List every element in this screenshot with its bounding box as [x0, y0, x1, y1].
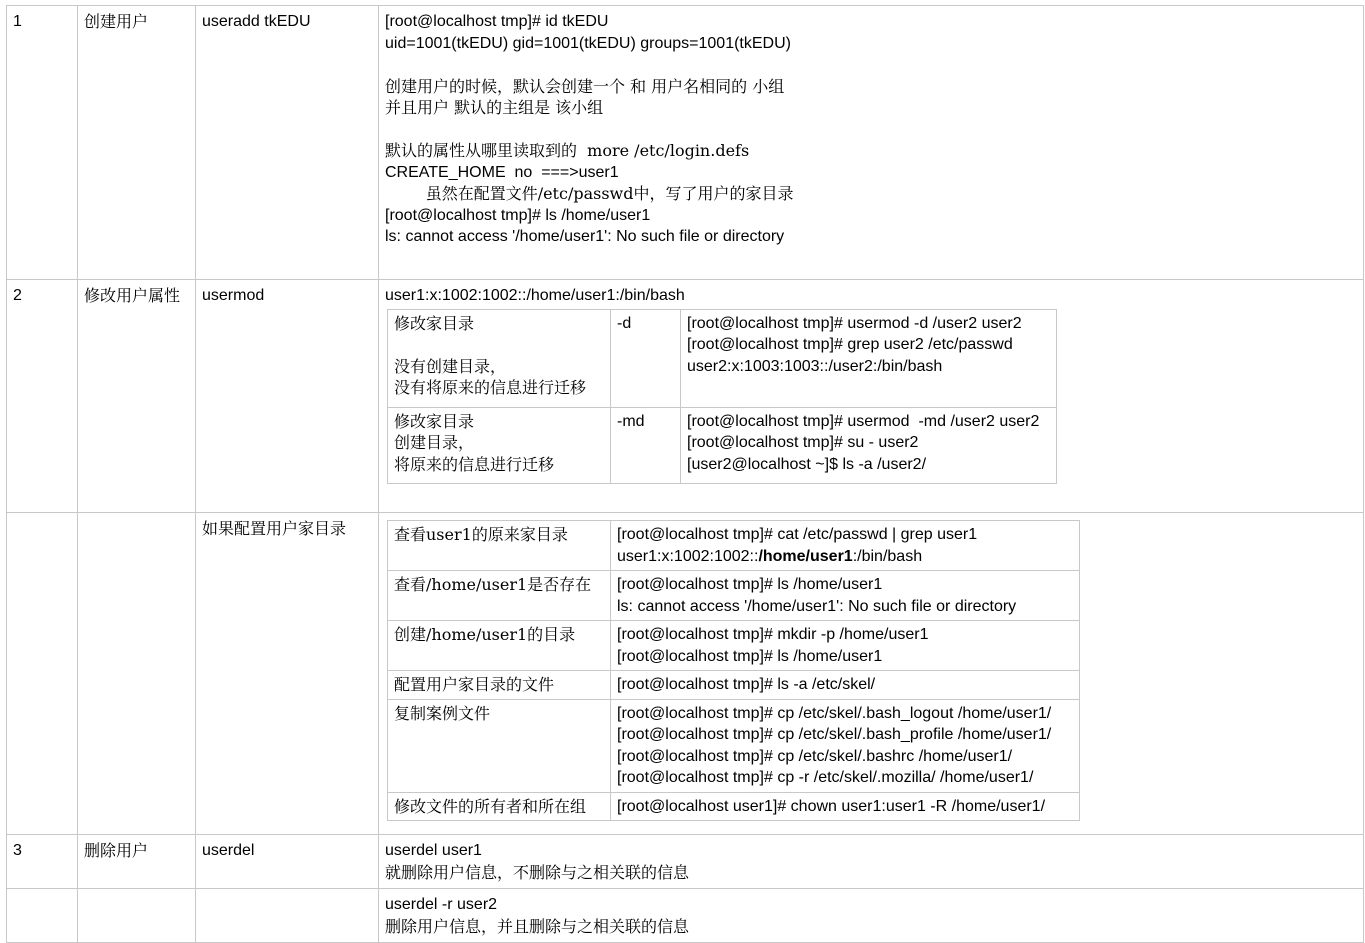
usermod-options-table: [387, 309, 1057, 484]
option-description: 修改家目录 没有创建目录， 没有将原来的信息进行迁移: [388, 309, 611, 407]
content-line: 创建用户的时候，默认会创建一个 和 用户名相同的 小组: [385, 76, 785, 96]
step-commands: [root@localhost tmp]# ls -a /etc/skel/: [611, 671, 1080, 700]
row-title: 修改用户属性: [78, 280, 196, 513]
content-line: 删除用户信息，并且删除与之相关联的信息: [385, 916, 690, 936]
step-commands: [root@localhost tmp]# mkdir -p /home/user1 [root@localhost tmp]# ls /home/user1: [611, 621, 1080, 671]
option-commands: [root@localhost tmp]# usermod -d /user2 user2 [root@localhost tmp]# grep user2 /etc/passwd user2:x:1003:1003::/user2:/bin/bash: [681, 309, 1057, 407]
table-row: [7, 513, 1364, 835]
table-row: [388, 407, 1057, 483]
row-number: [7, 889, 78, 943]
step-label: 配置用户家目录的文件: [388, 671, 611, 700]
option-flag: -d: [611, 309, 681, 407]
table-row: [388, 521, 1080, 571]
table-row: [388, 699, 1080, 792]
content-line: userdel -r user2: [385, 896, 498, 913]
row-command: useradd tkEDU: [196, 6, 379, 280]
table-row: [7, 889, 1364, 943]
option-flag: -md: [611, 407, 681, 483]
content-line: 并且用户 默认的主组是 该小组: [385, 98, 604, 117]
step-label: 查看user1的原来家目录: [388, 521, 611, 571]
content-line: ls: cannot access '/home/user1': No such file or directory: [385, 228, 785, 245]
table-row: [7, 6, 1364, 280]
step-label: 查看/home/user1是否存在: [388, 571, 611, 621]
row-title: 创建用户: [78, 6, 196, 280]
option-description: 修改家目录 创建目录， 将原来的信息进行迁移: [388, 407, 611, 483]
content-line: CREATE_HOME no ===>user1: [385, 163, 619, 181]
row-number: [7, 513, 78, 835]
row-content: [379, 889, 1364, 943]
row-content: [379, 280, 1364, 513]
notes-table: [6, 5, 1364, 943]
row-title: [78, 889, 196, 943]
content-line: 就删除用户信息，不删除与之相关联的信息: [385, 862, 690, 882]
row-title: [78, 513, 196, 835]
row-command: 如果配置用户家目录: [196, 513, 379, 835]
row-content: [379, 513, 1364, 835]
row-command: usermod: [196, 280, 379, 513]
content-line: 虽然在配置文件/etc/passwd中，写了用户的家目录: [385, 184, 794, 203]
content-line: [root@localhost tmp]# id tkEDU: [385, 13, 609, 30]
content-line: [root@localhost tmp]# ls /home/user1: [385, 206, 651, 224]
step-label: 复制案例文件: [388, 699, 611, 792]
step-commands: [root@localhost user1]# chown user1:user1 -R /home/user1/: [611, 792, 1080, 821]
step-commands: [root@localhost tmp]# cp /etc/skel/.bash_logout /home/user1/ [root@localhost tmp]# cp /etc/skel/.bash_profile /home/user1/ [root@localhost tmp]# cp /etc/skel/.bashrc /home/user1/ [root@localhost tmp]# cp -r /etc/skel/.mozilla/ /home/user1/: [611, 699, 1080, 792]
row-command: [196, 889, 379, 943]
table-row: [388, 671, 1080, 700]
step-label: 创建/home/user1的目录: [388, 621, 611, 671]
table-row: [388, 792, 1080, 821]
row-title: 删除用户: [78, 835, 196, 889]
step-commands: [root@localhost tmp]# ls /home/user1 ls: cannot access '/home/user1': No such file or directory: [611, 571, 1080, 621]
content-line: userdel user1: [385, 842, 482, 859]
row-command: userdel: [196, 835, 379, 889]
row-content: [379, 835, 1364, 889]
content-line: user1:x:1002:1002::/home/user1:/bin/bash: [385, 287, 685, 304]
home-dir-steps-table: [387, 520, 1080, 821]
row-number: 2: [7, 280, 78, 513]
content-line: uid=1001(tkEDU) gid=1001(tkEDU) groups=1001(tkEDU): [385, 34, 791, 52]
table-row: [388, 309, 1057, 407]
step-commands: [root@localhost tmp]# cat /etc/passwd | grep user1 user1:x:1002:1002::/home/user1:/bin/bash: [611, 521, 1080, 571]
option-commands: [root@localhost tmp]# usermod -md /user2 user2 [root@localhost tmp]# su - user2 [user2@localhost ~]$ ls -a /user2/: [681, 407, 1057, 483]
row-number: 1: [7, 6, 78, 280]
row-number: 3: [7, 835, 78, 889]
step-label: 修改文件的所有者和所在组: [388, 792, 611, 821]
table-row: [7, 835, 1364, 889]
row-content: [379, 6, 1364, 280]
table-row: [7, 280, 1364, 513]
table-row: [388, 621, 1080, 671]
table-row: [388, 571, 1080, 621]
content-line: 默认的属性从哪里读取到的 more /etc/login.defs: [385, 141, 750, 160]
